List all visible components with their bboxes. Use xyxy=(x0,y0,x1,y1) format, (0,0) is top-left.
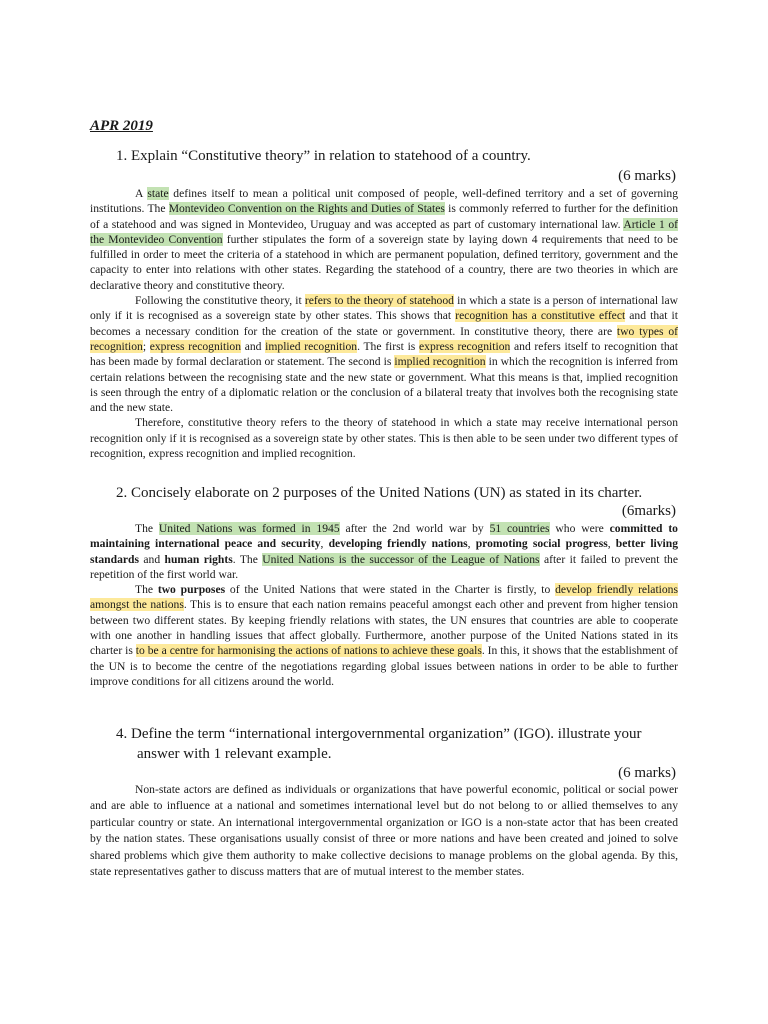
bold-text: committed to maintaining international peace and security xyxy=(90,522,678,551)
yellow-highlight: two types of recognition xyxy=(90,324,678,353)
yellow-highlight: implied recognition xyxy=(394,355,486,369)
bold-text: developing friendly nations xyxy=(328,537,468,551)
question-4-title-line-1: 4. Define the term “international intergovernmental organization” (IGO). illustrate your xyxy=(116,726,642,742)
bold-text: better living standards xyxy=(90,537,679,566)
green-highlight: state xyxy=(147,187,169,200)
question-4-title-line-2: answer with 1 relevant example. xyxy=(137,746,332,762)
answer-4-paragraph-1: Non-state actors are defined as individuals or organizations that have powerful economic, political or social power and are able to influence at a national and sometimes international level but do not belong to or allied themselves to any particular country or state. An international intergovernmental organization or IGO is a non-state actor that has been created by the nation states. These organisations usually consist of three or more nations and have been created and joined to solve shared problems which give them authority to make collective decisions to manage problems on the global agenda. By this, state representatives gather to discuss matters that are of mutual interest to the member states. xyxy=(90,783,678,879)
question-4-marks: (6 marks) xyxy=(618,765,676,781)
yellow-highlight: express recognition xyxy=(419,339,511,353)
answer-1-paragraph-3: Therefore, constitutive theory refers to the theory of statehood in which a state may receive international person recognition only if it is recognised as a sovereign state by other states. This is then able to be seen under two different types of recognition, express recognition and implied recognition. xyxy=(90,416,678,461)
yellow-highlight: refers to the theory of statehood xyxy=(304,294,454,308)
exam-heading: APR 2019 xyxy=(90,118,153,134)
yellow-highlight: recognition has a constitutive effect xyxy=(455,309,626,323)
green-highlight: 51 countries xyxy=(489,522,550,535)
question-2-marks: (6marks) xyxy=(621,503,676,519)
answer-1 xyxy=(90,186,678,461)
yellow-highlight: express recognition xyxy=(149,339,242,353)
yellow-highlight: implied recognition xyxy=(265,339,358,353)
answer-1-paragraph-1: A state defines itself to mean a political unit composed of people, well-defined territory and a set of governing institutions. The Montevideo Convention on the Rights and Duties of States is commonly referred to further for the definition of a statehood and was signed in Montevideo, Uruguay and was accepted as part of customary international law. Article 1 of the Montevideo Convention further stipulates the form of a sovereign state by laying down 4 requirements that need to be fulfilled in order to meet the criteria of a statehood in which are permanent population, defined territory, government and the capacity to enter into relations with other states. Regarding the statehood of a country, there are two theories in which are declarative theory and constitutive theory. xyxy=(90,187,679,292)
answer-2-paragraph-2: The two purposes of the United Nations that were stated in the Charter is firstly, to develop friendly relations amongst the nations. This is to ensure that each nation remains peaceful amongst each other and prevent from higher tension between two different states. By keeping friendly relations with states, the UN ensures that countries are able to cooperate with one another in handling issues that affect globally. Furthermore, another purpose of the United Nations stated in its charter is to be a centre for harmonising the actions of nations to achieve these goals. In this, it shows that the establishment of the UN is to become the centre of the negotiations regarding global issues between nations in order to be able to further improve conditions for all citizens around the world. xyxy=(90,583,678,688)
answer-2-paragraph-1: The United Nations was formed in 1945 after the 2nd world war by 51 countries who were committed to maintaining international peace and security, developing friendly nations, promoting social progress, better living standards and human rights. The United Nations is the successor of the League of Nations after it failed to prevent the repetition of the first world war. xyxy=(90,522,679,581)
green-highlight: United Nations is the successor of the League of Nations xyxy=(262,552,540,566)
green-highlight: Montevideo Convention on the Rights and Duties of States xyxy=(168,202,445,216)
bold-text: promoting social progress xyxy=(475,537,608,551)
question-1-marks: (6 marks) xyxy=(618,168,676,184)
yellow-highlight: to be a centre for harmonising the actions of nations to achieve these goals xyxy=(135,644,482,658)
green-highlight: United Nations was formed in 1945 xyxy=(158,522,340,535)
answer-4 xyxy=(90,782,678,880)
answer-1-paragraph-2: Following the constitutive theory, it refers to the theory of statehood in which a state is a person of international law only if it is recognised as a sovereign state by other states. This shows that recognition has a constitutive effect and that it becomes a necessary condition for the creation of the state or government. In constitutive theory, there are two types of recognition; express recognition and implied recognition. The first is express recognition and refers itself to recognition that has been made by formal declaration or statement. The second is implied recognition in which the recognition is inferred from certain relations between the recognising state and the new state or government. What this means is that, implied recognition is seen through the entry of a diplomatic relation or the conclusion of a bilateral treaty that involves both the recognising state and the new state. xyxy=(90,294,679,415)
answer-2 xyxy=(90,521,678,689)
bold-text: human rights xyxy=(164,552,233,566)
question-1-title: 1. Explain “Constitutive theory” in relation to statehood of a country. xyxy=(116,148,531,164)
yellow-highlight: develop friendly relations amongst the nations xyxy=(90,583,678,612)
question-2-title: 2. Concisely elaborate on 2 purposes of the United Nations (UN) as stated in its charter. xyxy=(116,485,643,501)
green-highlight: Article 1 of the Montevideo Convention xyxy=(90,217,678,246)
bold-text: two purposes xyxy=(157,583,226,597)
